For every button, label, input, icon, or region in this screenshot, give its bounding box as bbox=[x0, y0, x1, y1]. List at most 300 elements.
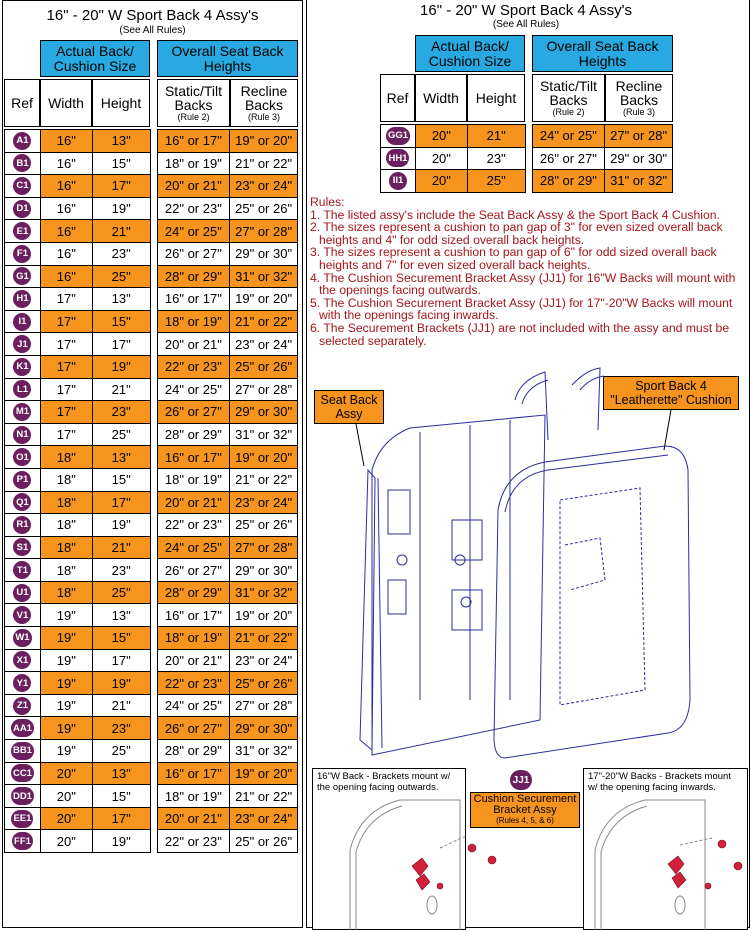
static-height-cell: 20" or 21" bbox=[157, 175, 230, 198]
ref-badge: S1 bbox=[13, 538, 31, 556]
table-row bbox=[5, 627, 298, 650]
height-cell: 19" bbox=[92, 197, 150, 220]
spacer-cell bbox=[150, 604, 157, 627]
rule-text: The Cushion Securement Bracket Assy (JJ1) for 17"-20"W Backs will mount with the openings facing inwards. bbox=[319, 295, 733, 323]
height-cell: 19" bbox=[92, 355, 150, 378]
height-cell: 25" bbox=[92, 265, 150, 288]
ref-badge: U1 bbox=[13, 584, 31, 602]
spacer-cell bbox=[150, 536, 157, 559]
ref-badge: F1 bbox=[13, 245, 31, 263]
recline-height-cell: 27" or 28" bbox=[605, 125, 673, 148]
static-height-cell: 16" or 17" bbox=[157, 762, 230, 785]
static-height-cell: 24" or 25" bbox=[157, 220, 230, 243]
left-table-title: 16" - 20" W Sport Back 4 Assy's bbox=[46, 7, 259, 24]
static-height-cell: 16" or 17" bbox=[157, 288, 230, 311]
ref-cell bbox=[5, 152, 41, 175]
spacer-cell bbox=[150, 559, 157, 582]
static-height-cell: 20" or 21" bbox=[157, 807, 230, 830]
height-cell: 13" bbox=[92, 130, 150, 153]
static-height-cell: 18" or 19" bbox=[157, 152, 230, 175]
height-cell: 15" bbox=[92, 627, 150, 650]
ref-badge: I1 bbox=[13, 313, 31, 331]
recline-height-cell: 19" or 20" bbox=[230, 446, 298, 469]
left-header-cushion-size: Actual Back/ Cushion Size bbox=[40, 40, 150, 77]
table-row bbox=[5, 378, 298, 401]
spacer-cell bbox=[150, 130, 157, 153]
static-height-cell: 16" or 17" bbox=[157, 130, 230, 153]
cushion-callout: Sport Back 4 "Leatherette" Cushion bbox=[603, 376, 739, 410]
height-cell: 19" bbox=[92, 514, 150, 537]
ref-cell bbox=[381, 125, 416, 148]
static-height-cell: 24" or 25" bbox=[157, 694, 230, 717]
ref-cell bbox=[5, 446, 41, 469]
spacer-cell bbox=[150, 242, 157, 265]
height-cell: 21" bbox=[92, 220, 150, 243]
width-cell: 16" bbox=[40, 220, 92, 243]
height-cell: 17" bbox=[92, 649, 150, 672]
spacer-cell bbox=[150, 649, 157, 672]
spacer-cell bbox=[150, 830, 157, 853]
seat-back-callout: Seat Back Assy bbox=[314, 390, 384, 424]
static-height-cell: 26" or 27" bbox=[532, 147, 605, 170]
ref-badge: AA1 bbox=[11, 719, 34, 737]
right-col-static-label: Static/Tilt Backs bbox=[539, 78, 598, 108]
ref-cell bbox=[5, 514, 41, 537]
recline-height-cell: 31" or 32" bbox=[605, 170, 673, 193]
static-height-cell: 20" or 21" bbox=[157, 333, 230, 356]
width-cell: 19" bbox=[40, 672, 92, 695]
ref-badge: EE1 bbox=[11, 810, 33, 828]
width-cell: 16" bbox=[40, 242, 92, 265]
spacer-cell bbox=[150, 672, 157, 695]
static-height-cell: 28" or 29" bbox=[157, 265, 230, 288]
ref-badge: V1 bbox=[13, 606, 31, 624]
ref-badge: H1 bbox=[13, 290, 31, 308]
rules-section bbox=[310, 196, 750, 347]
spacer-cell bbox=[150, 378, 157, 401]
ref-badge: R1 bbox=[13, 516, 31, 534]
recline-height-cell: 19" or 20" bbox=[230, 762, 298, 785]
width-cell: 20" bbox=[40, 807, 92, 830]
ref-cell bbox=[5, 468, 41, 491]
ref-cell bbox=[5, 717, 41, 740]
recline-height-cell: 23" or 24" bbox=[230, 175, 298, 198]
table-row bbox=[5, 197, 298, 220]
ref-cell bbox=[5, 423, 41, 446]
jj1-callout bbox=[470, 792, 580, 828]
left-col-recline bbox=[230, 79, 298, 127]
height-cell: 23" bbox=[92, 717, 150, 740]
ref-cell bbox=[5, 536, 41, 559]
spacer-cell bbox=[150, 694, 157, 717]
rule-text: The Securement Brackets (JJ1) are not included with the assy and must be selected separately. bbox=[319, 320, 730, 348]
width-cell: 16" bbox=[40, 130, 92, 153]
ref-badge: CC1 bbox=[11, 764, 34, 782]
ref-cell bbox=[5, 740, 41, 763]
right-col-ref-label: Ref bbox=[386, 90, 409, 106]
ref-badge: D1 bbox=[13, 200, 31, 218]
left-col-recline-rule: (Rule 3) bbox=[247, 112, 280, 122]
table-row bbox=[5, 401, 298, 424]
right-col-ref bbox=[380, 74, 415, 122]
static-height-cell: 18" or 19" bbox=[157, 627, 230, 650]
static-height-cell: 24" or 25" bbox=[157, 378, 230, 401]
spacer-cell bbox=[150, 717, 157, 740]
static-height-cell: 26" or 27" bbox=[157, 242, 230, 265]
table-row bbox=[5, 559, 298, 582]
table-row bbox=[381, 170, 673, 193]
rule-text: The Cushion Securement Bracket Assy (JJ1) for 16"W Backs will mount with the openings facing outwards. bbox=[319, 270, 736, 298]
right-parts-table bbox=[380, 124, 673, 193]
ref-cell bbox=[5, 310, 41, 333]
static-height-cell: 22" or 23" bbox=[157, 355, 230, 378]
right-table-title: 16" - 20" W Sport Back 4 Assy's bbox=[420, 2, 632, 19]
spacer-cell bbox=[150, 288, 157, 311]
spacer-cell bbox=[150, 627, 157, 650]
rule-item bbox=[310, 322, 750, 347]
height-cell: 17" bbox=[92, 333, 150, 356]
table-row bbox=[5, 468, 298, 491]
ref-cell bbox=[5, 175, 41, 198]
right-header-cushion-size: Actual Back/ Cushion Size bbox=[415, 35, 525, 72]
spacer-cell bbox=[150, 491, 157, 514]
ref-cell bbox=[5, 242, 41, 265]
right-col-width-label: Width bbox=[423, 90, 459, 106]
ref-badge: M1 bbox=[13, 403, 31, 421]
table-row bbox=[5, 694, 298, 717]
width-cell: 20" bbox=[40, 830, 92, 853]
rule-number: 4. bbox=[310, 270, 321, 285]
recline-height-cell: 31" or 32" bbox=[230, 581, 298, 604]
recline-height-cell: 27" or 28" bbox=[230, 694, 298, 717]
rule-number: 1. bbox=[310, 207, 321, 222]
width-cell: 17" bbox=[40, 401, 92, 424]
left-col-static-rule: (Rule 2) bbox=[177, 112, 210, 122]
left-header-overall-heights: Overall Seat Back Heights bbox=[157, 40, 298, 77]
height-cell: 13" bbox=[92, 762, 150, 785]
recline-height-cell: 25" or 26" bbox=[230, 672, 298, 695]
table-row bbox=[5, 717, 298, 740]
recline-height-cell: 25" or 26" bbox=[230, 514, 298, 537]
height-cell: 19" bbox=[92, 830, 150, 853]
spacer-cell bbox=[525, 125, 532, 148]
ref-cell bbox=[381, 170, 416, 193]
rule-text: The sizes represent a cushion to pan gap of 3" for even sized overall back heights and 4" for odd sized overall back heights. bbox=[319, 220, 723, 247]
ref-cell bbox=[5, 649, 41, 672]
ref-badge: HH1 bbox=[386, 149, 409, 167]
bracket-outward-box bbox=[312, 768, 466, 930]
static-height-cell: 28" or 29" bbox=[532, 170, 605, 193]
spacer-cell bbox=[150, 197, 157, 220]
table-row bbox=[5, 152, 298, 175]
ref-badge: II1 bbox=[389, 172, 407, 190]
width-cell: 17" bbox=[40, 310, 92, 333]
static-height-cell: 18" or 19" bbox=[157, 468, 230, 491]
table-row bbox=[381, 125, 673, 148]
height-cell: 23" bbox=[92, 401, 150, 424]
spacer-cell bbox=[150, 265, 157, 288]
jj1-badge bbox=[510, 770, 532, 790]
height-cell: 15" bbox=[92, 310, 150, 333]
static-height-cell: 20" or 21" bbox=[157, 491, 230, 514]
recline-height-cell: 23" or 24" bbox=[230, 649, 298, 672]
width-cell: 17" bbox=[40, 288, 92, 311]
spacer-cell bbox=[150, 423, 157, 446]
ref-badge: L1 bbox=[13, 380, 31, 398]
static-height-cell: 26" or 27" bbox=[157, 401, 230, 424]
ref-cell bbox=[5, 581, 41, 604]
width-cell: 18" bbox=[40, 559, 92, 582]
rules-list bbox=[310, 209, 750, 348]
rule-item bbox=[310, 272, 750, 297]
static-height-cell: 16" or 17" bbox=[157, 604, 230, 627]
width-cell: 19" bbox=[40, 649, 92, 672]
ref-badge: FF1 bbox=[12, 832, 33, 850]
height-cell: 17" bbox=[92, 175, 150, 198]
width-cell: 16" bbox=[40, 175, 92, 198]
height-cell: 25" bbox=[92, 740, 150, 763]
table-row bbox=[5, 604, 298, 627]
right-col-static-rule: (Rule 2) bbox=[552, 107, 585, 117]
rule-number: 2. bbox=[310, 220, 321, 235]
width-cell: 18" bbox=[40, 514, 92, 537]
width-cell: 18" bbox=[40, 468, 92, 491]
bracket-inward-note: 17"-20"W Backs - Brackets mount w/ the opening facing inwards. bbox=[588, 771, 731, 793]
spacer-cell bbox=[150, 785, 157, 808]
width-cell: 18" bbox=[40, 581, 92, 604]
ref-cell bbox=[5, 559, 41, 582]
recline-height-cell: 31" or 32" bbox=[230, 265, 298, 288]
spacer-cell bbox=[150, 740, 157, 763]
ref-badge: K1 bbox=[13, 358, 31, 376]
right-col-recline bbox=[605, 74, 673, 122]
width-cell: 17" bbox=[40, 355, 92, 378]
table-row bbox=[5, 130, 298, 153]
table-row bbox=[5, 649, 298, 672]
height-cell: 15" bbox=[92, 468, 150, 491]
rule-item bbox=[310, 297, 750, 322]
recline-height-cell: 29" or 30" bbox=[230, 242, 298, 265]
width-cell: 20" bbox=[415, 125, 467, 148]
table-row bbox=[5, 423, 298, 446]
height-cell: 13" bbox=[92, 446, 150, 469]
recline-height-cell: 21" or 22" bbox=[230, 310, 298, 333]
ref-cell bbox=[5, 288, 41, 311]
static-height-cell: 22" or 23" bbox=[157, 672, 230, 695]
static-height-cell: 22" or 23" bbox=[157, 514, 230, 537]
ref-cell bbox=[5, 830, 41, 853]
width-cell: 19" bbox=[40, 717, 92, 740]
ref-cell bbox=[5, 197, 41, 220]
ref-cell bbox=[5, 491, 41, 514]
table-row bbox=[5, 333, 298, 356]
height-cell: 25" bbox=[92, 423, 150, 446]
height-cell: 21" bbox=[92, 378, 150, 401]
width-cell: 16" bbox=[40, 197, 92, 220]
table-row bbox=[5, 536, 298, 559]
spacer-cell bbox=[525, 147, 532, 170]
recline-height-cell: 31" or 32" bbox=[230, 423, 298, 446]
right-col-height bbox=[467, 74, 525, 122]
rule-item bbox=[310, 221, 750, 246]
bracket-outward-note: 16"W Back - Brackets mount w/ the opening facing outwards. bbox=[317, 771, 451, 793]
ref-cell bbox=[5, 378, 41, 401]
static-height-cell: 20" or 21" bbox=[157, 649, 230, 672]
recline-height-cell: 27" or 28" bbox=[230, 378, 298, 401]
rule-text: The listed assy's include the Seat Back Assy & the Sport Back 4 Cushion. bbox=[323, 207, 720, 222]
left-col-static bbox=[157, 79, 230, 127]
ref-cell bbox=[5, 785, 41, 808]
width-cell: 18" bbox=[40, 536, 92, 559]
ref-cell bbox=[5, 807, 41, 830]
ref-badge: Q1 bbox=[13, 493, 31, 511]
table-row bbox=[5, 830, 298, 853]
height-cell: 21" bbox=[467, 125, 525, 148]
ref-badge: E1 bbox=[13, 222, 31, 240]
width-cell: 19" bbox=[40, 740, 92, 763]
right-col-recline-rule: (Rule 3) bbox=[622, 107, 655, 117]
ref-cell bbox=[5, 694, 41, 717]
ref-cell bbox=[5, 604, 41, 627]
recline-height-cell: 19" or 20" bbox=[230, 288, 298, 311]
height-cell: 25" bbox=[92, 581, 150, 604]
left-col-ref-label: Ref bbox=[11, 95, 33, 111]
spacer-cell bbox=[150, 514, 157, 537]
rules-heading: Rules: bbox=[310, 195, 345, 209]
height-cell: 21" bbox=[92, 536, 150, 559]
table-row bbox=[5, 491, 298, 514]
height-cell: 17" bbox=[92, 807, 150, 830]
recline-height-cell: 19" or 20" bbox=[230, 604, 298, 627]
recline-height-cell: 23" or 24" bbox=[230, 491, 298, 514]
spacer-cell bbox=[150, 581, 157, 604]
recline-height-cell: 21" or 22" bbox=[230, 785, 298, 808]
ref-badge: N1 bbox=[13, 426, 31, 444]
table-row bbox=[381, 147, 673, 170]
left-col-width-label: Width bbox=[48, 95, 84, 111]
static-height-cell: 18" or 19" bbox=[157, 785, 230, 808]
ref-cell bbox=[5, 672, 41, 695]
ref-badge: BB1 bbox=[11, 742, 34, 760]
left-col-ref bbox=[4, 79, 40, 127]
table-row bbox=[5, 672, 298, 695]
bracket-inward-box bbox=[583, 768, 748, 930]
recline-height-cell: 21" or 22" bbox=[230, 627, 298, 650]
left-col-static-label: Static/Tilt Backs bbox=[164, 83, 223, 113]
table-row bbox=[5, 740, 298, 763]
static-height-cell: 24" or 25" bbox=[532, 125, 605, 148]
height-cell: 17" bbox=[92, 491, 150, 514]
width-cell: 16" bbox=[40, 152, 92, 175]
ref-badge: GG1 bbox=[386, 127, 410, 145]
ref-cell bbox=[5, 401, 41, 424]
table-row bbox=[5, 220, 298, 243]
ref-badge: P1 bbox=[13, 471, 31, 489]
jj1-title: Cushion Securement Bracket Assy bbox=[473, 793, 577, 816]
spacer-cell bbox=[150, 807, 157, 830]
spacer-cell bbox=[150, 401, 157, 424]
right-col-width bbox=[415, 74, 467, 122]
static-height-cell: 22" or 23" bbox=[157, 197, 230, 220]
spacer-cell bbox=[150, 468, 157, 491]
right-table-subtitle: (See All Rules) bbox=[492, 19, 560, 30]
ref-badge: J1 bbox=[13, 335, 31, 353]
height-cell: 15" bbox=[92, 152, 150, 175]
spacer-cell bbox=[150, 355, 157, 378]
recline-height-cell: 23" or 24" bbox=[230, 807, 298, 830]
static-height-cell: 28" or 29" bbox=[157, 740, 230, 763]
table-row bbox=[5, 265, 298, 288]
static-height-cell: 18" or 19" bbox=[157, 310, 230, 333]
recline-height-cell: 29" or 30" bbox=[230, 717, 298, 740]
spacer-cell bbox=[150, 220, 157, 243]
height-cell: 13" bbox=[92, 604, 150, 627]
table-row bbox=[5, 242, 298, 265]
left-col-width bbox=[40, 79, 92, 127]
static-height-cell: 28" or 29" bbox=[157, 581, 230, 604]
recline-height-cell: 25" or 26" bbox=[230, 355, 298, 378]
left-col-height-label: Height bbox=[100, 95, 142, 111]
recline-height-cell: 21" or 22" bbox=[230, 152, 298, 175]
table-row bbox=[5, 288, 298, 311]
spacer-cell bbox=[150, 175, 157, 198]
left-parts-table bbox=[4, 129, 298, 853]
ref-cell bbox=[5, 355, 41, 378]
recline-height-cell: 27" or 28" bbox=[230, 220, 298, 243]
ref-badge: Z1 bbox=[13, 697, 31, 715]
ref-badge: T1 bbox=[13, 561, 31, 579]
rule-number: 6. bbox=[310, 320, 321, 335]
static-height-cell: 16" or 17" bbox=[157, 446, 230, 469]
static-height-cell: 22" or 23" bbox=[157, 830, 230, 853]
recline-height-cell: 25" or 26" bbox=[230, 197, 298, 220]
width-cell: 19" bbox=[40, 627, 92, 650]
table-row bbox=[5, 355, 298, 378]
width-cell: 19" bbox=[40, 694, 92, 717]
recline-height-cell: 27" or 28" bbox=[230, 536, 298, 559]
ref-cell bbox=[5, 627, 41, 650]
rule-number: 5. bbox=[310, 295, 321, 310]
static-height-cell: 28" or 29" bbox=[157, 423, 230, 446]
width-cell: 20" bbox=[40, 785, 92, 808]
ref-badge: X1 bbox=[13, 651, 31, 669]
ref-badge: G1 bbox=[13, 267, 31, 285]
table-row bbox=[5, 446, 298, 469]
ref-cell bbox=[5, 220, 41, 243]
ref-badge: O1 bbox=[13, 448, 31, 466]
height-cell: 25" bbox=[467, 170, 525, 193]
rule-text: The sizes represent a cushion to pan gap of 6" for odd sized overall back heights and 7" for even sized overall back heights. bbox=[319, 245, 717, 272]
recline-height-cell: 25" or 26" bbox=[230, 830, 298, 853]
jj1-ref-badge: JJ1 bbox=[510, 770, 532, 790]
recline-height-cell: 21" or 22" bbox=[230, 468, 298, 491]
rule-item bbox=[310, 246, 750, 271]
ref-badge: Y1 bbox=[13, 674, 31, 692]
recline-height-cell: 31" or 32" bbox=[230, 740, 298, 763]
table-row bbox=[5, 762, 298, 785]
right-col-static bbox=[532, 74, 605, 122]
height-cell: 23" bbox=[92, 242, 150, 265]
ref-cell bbox=[5, 130, 41, 153]
width-cell: 17" bbox=[40, 333, 92, 356]
height-cell: 23" bbox=[467, 147, 525, 170]
jj1-rules: (Rules 4, 5, & 6) bbox=[496, 816, 554, 825]
ref-cell bbox=[5, 333, 41, 356]
height-cell: 13" bbox=[92, 288, 150, 311]
height-cell: 21" bbox=[92, 694, 150, 717]
spacer-cell bbox=[150, 152, 157, 175]
height-cell: 15" bbox=[92, 785, 150, 808]
